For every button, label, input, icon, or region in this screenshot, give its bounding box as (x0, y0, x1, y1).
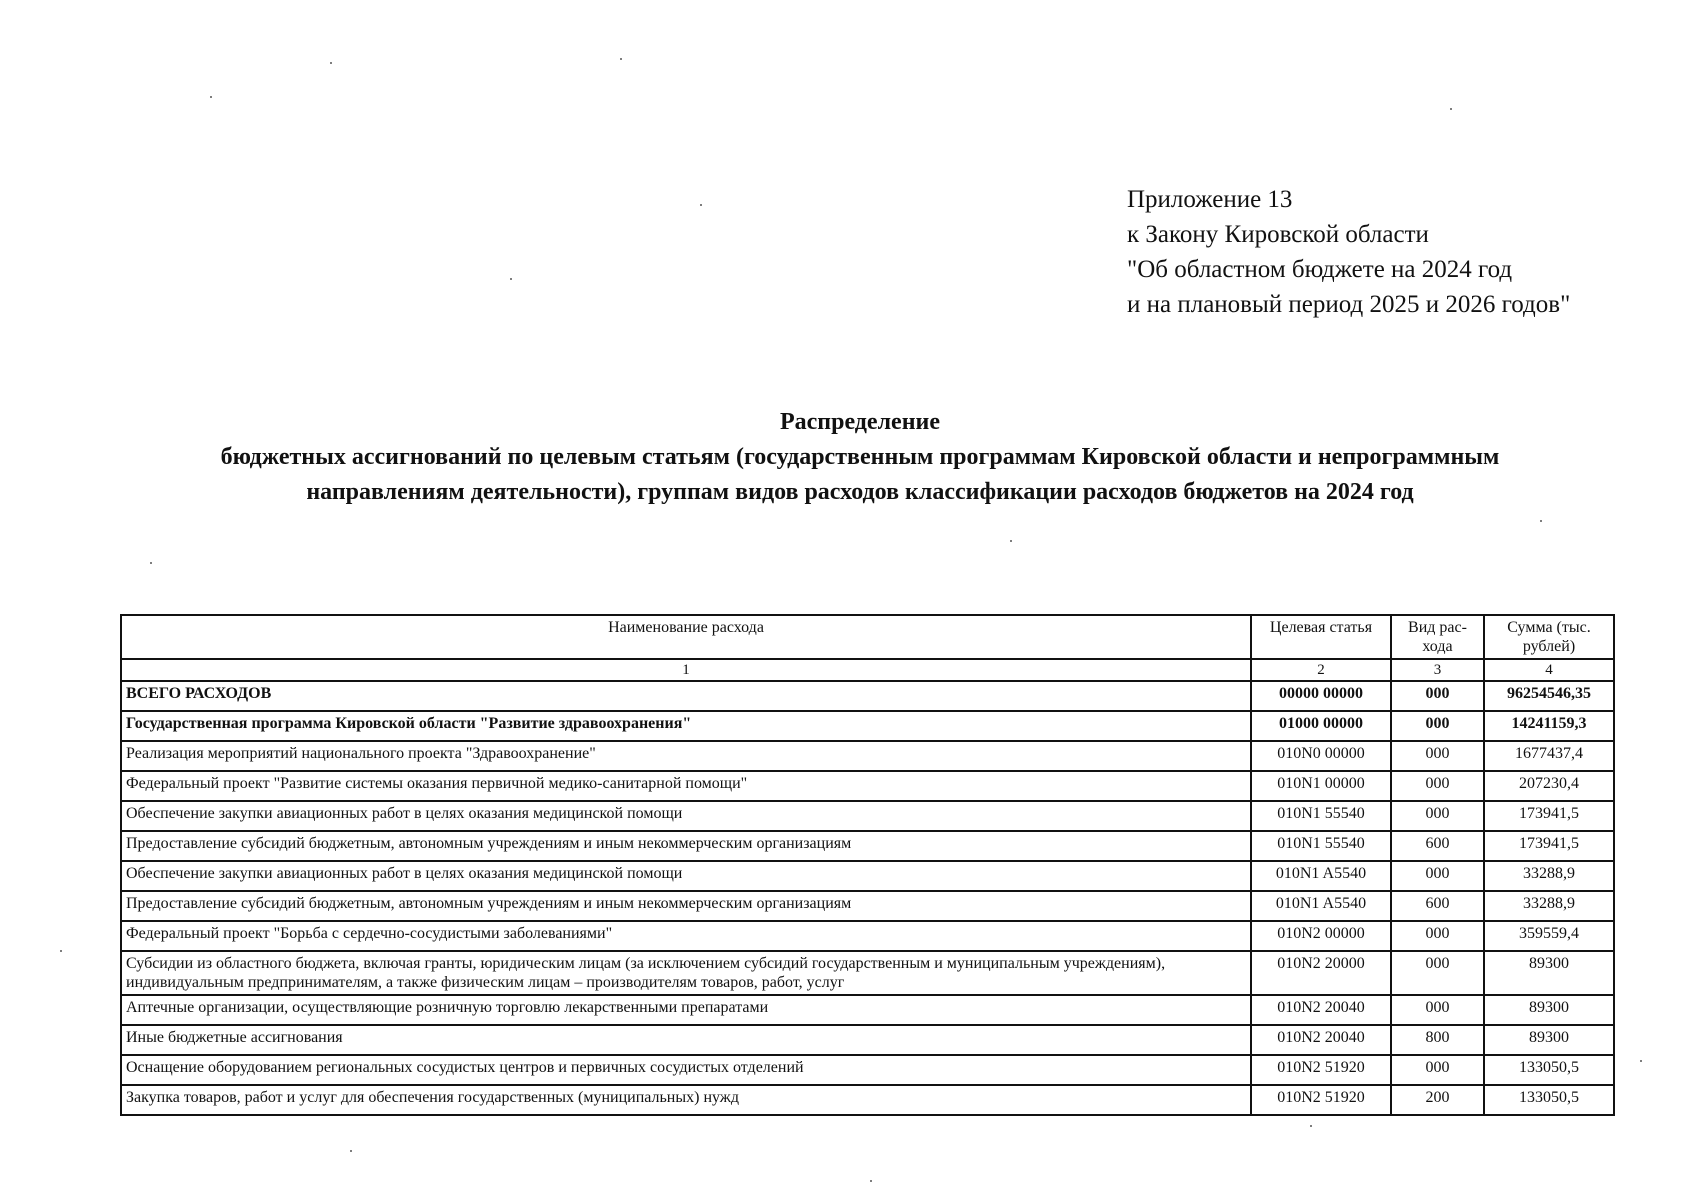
table-row (121, 681, 1614, 711)
row-kind: 000 (1391, 951, 1484, 995)
row-target: 010N1 A5540 (1251, 861, 1391, 891)
appendix-line-4: и на плановый период 2025 и 2026 годов" (1127, 291, 1571, 318)
row-sum: 33288,9 (1484, 861, 1614, 891)
scan-speck (510, 278, 512, 280)
appendix-line-3: "Об областном бюджете на 2024 год (1127, 256, 1513, 283)
column-number: 1 (121, 659, 1251, 681)
row-kind: 600 (1391, 891, 1484, 921)
row-kind: 600 (1391, 831, 1484, 861)
row-sum: 173941,5 (1484, 831, 1614, 861)
column-number-row (121, 659, 1614, 681)
header-sum: Сумма (тыс. рублей) (1484, 615, 1614, 659)
row-kind: 000 (1391, 995, 1484, 1025)
row-name: Государственная программа Кировской области "Развитие здравоохранения" (121, 711, 1251, 741)
table-row (121, 831, 1614, 861)
appendix-line-1: Приложение 13 (1127, 186, 1293, 213)
row-sum: 96254546,35 (1484, 681, 1614, 711)
row-name: Федеральный проект "Борьба с сердечно-сосудистыми заболеваниями" (121, 921, 1251, 951)
budget-table (120, 614, 1615, 1116)
row-kind: 000 (1391, 681, 1484, 711)
row-target: 00000 00000 (1251, 681, 1391, 711)
row-name: ВСЕГО РАСХОДОВ (121, 681, 1251, 711)
header-name: Наименование расхода (121, 615, 1251, 659)
table-row (121, 711, 1614, 741)
row-target: 010N1 55540 (1251, 831, 1391, 861)
row-name: Аптечные организации, осуществляющие розничную торговлю лекарственными препаратами (121, 995, 1251, 1025)
scan-speck (1540, 520, 1542, 522)
row-name: Обеспечение закупки авиационных работ в целях оказания медицинской помощи (121, 861, 1251, 891)
scan-speck (1010, 540, 1012, 542)
appendix-header (1127, 182, 1570, 322)
table-row (121, 1055, 1614, 1085)
row-sum: 89300 (1484, 995, 1614, 1025)
scan-speck (1450, 108, 1452, 110)
row-sum: 359559,4 (1484, 921, 1614, 951)
row-sum: 33288,9 (1484, 891, 1614, 921)
row-kind: 200 (1391, 1085, 1484, 1115)
title-line-2: бюджетных ассигнований по целевым статьям (государственным программам Кировской области и непрограммным (220, 444, 1500, 470)
row-sum: 89300 (1484, 1025, 1614, 1055)
row-target: 010N2 00000 (1251, 921, 1391, 951)
scan-speck (210, 96, 212, 98)
row-target: 010N2 20040 (1251, 995, 1391, 1025)
column-number: 2 (1251, 659, 1391, 681)
row-kind: 000 (1391, 801, 1484, 831)
row-target: 010N1 55540 (1251, 801, 1391, 831)
table-row (121, 801, 1614, 831)
table-row (121, 1025, 1614, 1055)
row-sum: 89300 (1484, 951, 1614, 995)
row-kind: 000 (1391, 861, 1484, 891)
row-sum: 173941,5 (1484, 801, 1614, 831)
row-sum: 14241159,3 (1484, 711, 1614, 741)
scan-speck (1310, 1125, 1312, 1127)
row-kind: 000 (1391, 711, 1484, 741)
scan-speck (870, 1180, 872, 1182)
row-name: Оснащение оборудованием региональных сосудистых центров и первичных сосудистых отделений (121, 1055, 1251, 1085)
table-row (121, 891, 1614, 921)
table-row (121, 951, 1614, 995)
scan-speck (60, 950, 62, 952)
scan-speck (350, 1150, 352, 1152)
row-kind: 000 (1391, 1055, 1484, 1085)
title-line-1: Распределение (779, 409, 941, 435)
row-kind: 000 (1391, 771, 1484, 801)
row-name: Реализация мероприятий национального проекта "Здравоохранение" (121, 741, 1251, 771)
row-target: 010N2 20000 (1251, 951, 1391, 995)
scan-speck (1640, 1060, 1642, 1062)
row-target: 010N1 A5540 (1251, 891, 1391, 921)
row-target: 01000 00000 (1251, 711, 1391, 741)
row-name: Обеспечение закупки авиационных работ в целях оказания медицинской помощи (121, 801, 1251, 831)
row-kind: 000 (1391, 921, 1484, 951)
row-target: 010N1 00000 (1251, 771, 1391, 801)
row-sum: 1677437,4 (1484, 741, 1614, 771)
column-number: 4 (1484, 659, 1614, 681)
appendix-line-2: к Закону Кировской области (1127, 221, 1429, 248)
row-name: Федеральный проект "Развитие системы оказания первичной медико-санитарной помощи" (121, 771, 1251, 801)
row-kind: 000 (1391, 741, 1484, 771)
row-kind: 800 (1391, 1025, 1484, 1055)
table-row (121, 921, 1614, 951)
header-target: Целевая статья (1251, 615, 1391, 659)
title-line-3: направлениям деятельности), группам видов расходов классификации расходов бюджетов на 2024 год (306, 479, 1414, 505)
table-header-row (121, 615, 1614, 659)
row-target: 010N2 51920 (1251, 1085, 1391, 1115)
column-number: 3 (1391, 659, 1484, 681)
row-name: Предоставление субсидий бюджетным, автономным учреждениям и иным некоммерческим организациям (121, 891, 1251, 921)
header-kind: Вид рас- хода (1391, 615, 1484, 659)
scan-speck (330, 62, 332, 64)
row-target: 010N2 51920 (1251, 1055, 1391, 1085)
row-sum: 133050,5 (1484, 1085, 1614, 1115)
table-row (121, 995, 1614, 1025)
row-target: 010N2 20040 (1251, 1025, 1391, 1055)
scan-speck (700, 204, 702, 206)
table-row (121, 1085, 1614, 1115)
table-row (121, 771, 1614, 801)
row-sum: 207230,4 (1484, 771, 1614, 801)
table-row (121, 741, 1614, 771)
document-title (120, 405, 1600, 510)
table-row (121, 861, 1614, 891)
scan-speck (150, 562, 152, 564)
row-target: 010N0 00000 (1251, 741, 1391, 771)
row-name: Закупка товаров, работ и услуг для обеспечения государственных (муниципальных) нужд (121, 1085, 1251, 1115)
scan-speck (620, 58, 622, 60)
row-name: Субсидии из областного бюджета, включая гранты, юридическим лицам (за исключением субсидий государственным и муниципальным учреждениям), индивидуальным предпринимателям, а также физическим лицам – производителям товаров, работ, услуг (121, 951, 1251, 995)
row-sum: 133050,5 (1484, 1055, 1614, 1085)
row-name: Иные бюджетные ассигнования (121, 1025, 1251, 1055)
row-name: Предоставление субсидий бюджетным, автономным учреждениям и иным некоммерческим организациям (121, 831, 1251, 861)
